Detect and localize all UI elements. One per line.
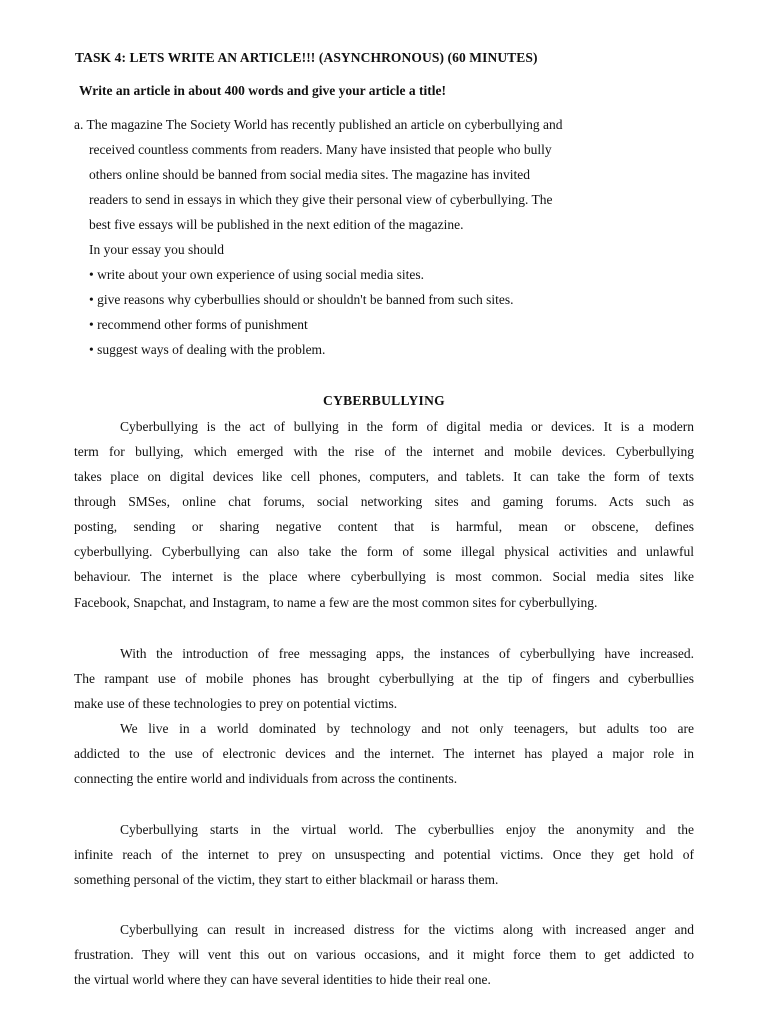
- paragraph-line: the virtual world where they can have several identities to hide their real one.: [74, 972, 491, 987]
- prompt-line: In your essay you should: [89, 242, 224, 257]
- paragraph-line: something personal of the victim, they start to either blackmail or harass them.: [74, 872, 499, 887]
- paragraph-line: We live in a world dominated by technology and not only teenagers, but adults too are: [120, 721, 694, 736]
- paragraph-line: Cyberbullying is the act of bullying in the form of digital media or devices. It is a modern: [120, 419, 694, 434]
- article-title: CYBERBULLYING: [323, 393, 445, 408]
- prompt-bullet: • give reasons why cyberbullies should or shouldn't be banned from such sites.: [89, 292, 514, 307]
- paragraph-line: Cyberbullying starts in the virtual world. The cyberbullies enjoy the anonymity and the: [120, 822, 694, 837]
- paragraph-line: posting, sending or sharing negative content that is harmful, mean or obscene, defines: [74, 519, 694, 534]
- task-heading: TASK 4: LETS WRITE AN ARTICLE!!! (ASYNCHRONOUS) (60 MINUTES): [75, 50, 538, 65]
- task-instruction: Write an article in about 400 words and give your article a title!: [79, 83, 446, 98]
- paragraph-line: Facebook, Snapchat, and Instagram, to name a few are the most common sites for cyberbullying.: [74, 595, 598, 610]
- paragraph-line: frustration. They will vent this out on various occasions, and it might force them to get addicted to: [74, 947, 694, 962]
- paragraph-line: connecting the entire world and individuals from across the continents.: [74, 771, 458, 786]
- prompt-line: a. The magazine The Society World has recently published an article on cyberbullying and: [74, 117, 563, 132]
- prompt-line: readers to send in essays in which they give their personal view of cyberbullying. The: [89, 192, 553, 207]
- paragraph-line: The rampant use of mobile phones has brought cyberbullying at the tip of fingers and cyberbullies: [74, 671, 694, 686]
- prompt-bullet: • recommend other forms of punishment: [89, 317, 308, 332]
- prompt-bullet: • suggest ways of dealing with the problem.: [89, 342, 326, 357]
- prompt-line: best five essays will be published in the next edition of the magazine.: [89, 217, 464, 232]
- paragraph-line: takes place on digital devices like cell phones, computers, and tablets. It can take the form of texts: [74, 469, 694, 484]
- prompt-line: others online should be banned from social media sites. The magazine has invited: [89, 167, 531, 182]
- prompt-bullet: • write about your own experience of using social media sites.: [89, 267, 425, 282]
- paragraph-line: cyberbullying. Cyberbullying can also take the form of some illegal physical activities and unlawful: [74, 544, 694, 559]
- paragraph-line: behaviour. The internet is the place where cyberbullying is most common. Social media sites like: [74, 569, 694, 584]
- paragraph-line: term for bullying, which emerged with the rise of the internet and mobile devices. Cyberbullying: [74, 444, 694, 459]
- prompt-line: received countless comments from readers. Many have insisted that people who bully: [89, 142, 552, 157]
- paragraph-line: With the introduction of free messaging apps, the instances of cyberbullying have increased.: [120, 646, 694, 661]
- paragraph-line: addicted to the use of electronic devices and the internet. The internet has played a major role in: [74, 746, 694, 761]
- paragraph-line: Cyberbullying can result in increased distress for the victims along with increased anger and: [120, 922, 694, 937]
- paragraph-line: make use of these technologies to prey on potential victims.: [74, 696, 398, 711]
- paragraph-line: infinite reach of the internet to prey on unsuspecting and potential victims. Once they get hold of: [74, 847, 694, 862]
- paragraph-line: through SMSes, online chat forums, social networking sites and gaming forums. Acts such as: [74, 494, 694, 509]
